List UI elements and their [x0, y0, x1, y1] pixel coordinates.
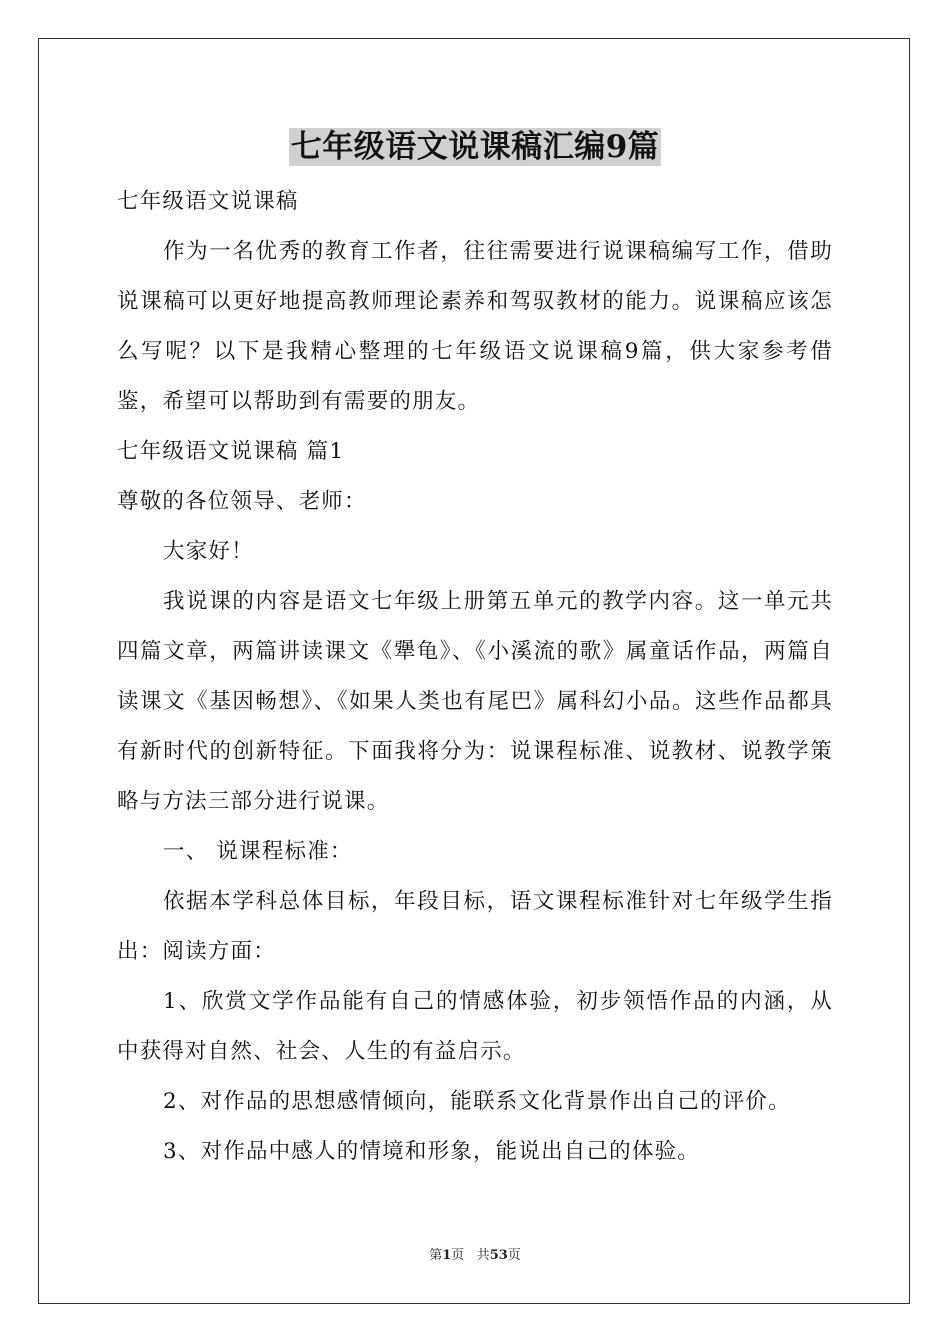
paragraph: 1、欣赏文学作品能有自己的情感体验，初步领悟作品的内涵，从中获得对自然、社会、人生的有益启示。: [117, 989, 833, 1064]
page-number: 1: [442, 1248, 452, 1263]
page-footer: [0, 1247, 950, 1265]
page-suffix: 页: [451, 1248, 465, 1263]
paragraph: 2、对作品的思想感情倾向，能联系文化背景作出自己的评价。: [163, 1089, 791, 1114]
paragraph: 3、对作品中感人的情境和形象，能说出自己的体验。: [163, 1139, 700, 1164]
paragraph: 七年级语文说课稿 篇1: [117, 439, 345, 464]
title-wrap: [0, 128, 950, 166]
total-prefix: 共: [476, 1248, 490, 1263]
paragraph: 依据本学科总体目标，年段目标，语文课程标准针对七年级学生指出：阅读方面：: [117, 889, 833, 964]
document-body: [117, 177, 833, 1177]
paragraph: 我说课的内容是语文七年级上册第五单元的教学内容。这一单元共四篇文章，两篇讲读课文《犟龟》、《小溪流的歌》属童话作品，两篇自读课文《基因畅想》、《如果人类也有尾巴》属科幻小品。这些作品都具有新时代的创新特征。下面我将分为：说课程标准、说教材、说教学策略与方法三部分进行说课。: [117, 589, 833, 814]
paragraph: 尊敬的各位领导、老师：: [117, 489, 367, 514]
page-prefix: 第: [429, 1248, 443, 1263]
paragraph: 大家好！: [163, 539, 254, 564]
paragraph: 一、 说课程标准：: [163, 839, 353, 864]
total-pages: 53: [489, 1248, 508, 1263]
paragraph: 作为一名优秀的教育工作者，往往需要进行说课稿编写工作，借助说课稿可以更好地提高教师理论素养和驾驭教材的能力。说课稿应该怎么写呢？以下是我精心整理的七年级语文说课稿9篇，供大家参考借鉴，希望可以帮助到有需要的朋友。: [117, 239, 833, 414]
total-suffix: 页: [507, 1248, 521, 1263]
document-title: 七年级语文说课稿汇编9篇: [290, 129, 660, 165]
paragraph: 七年级语文说课稿: [117, 189, 299, 214]
